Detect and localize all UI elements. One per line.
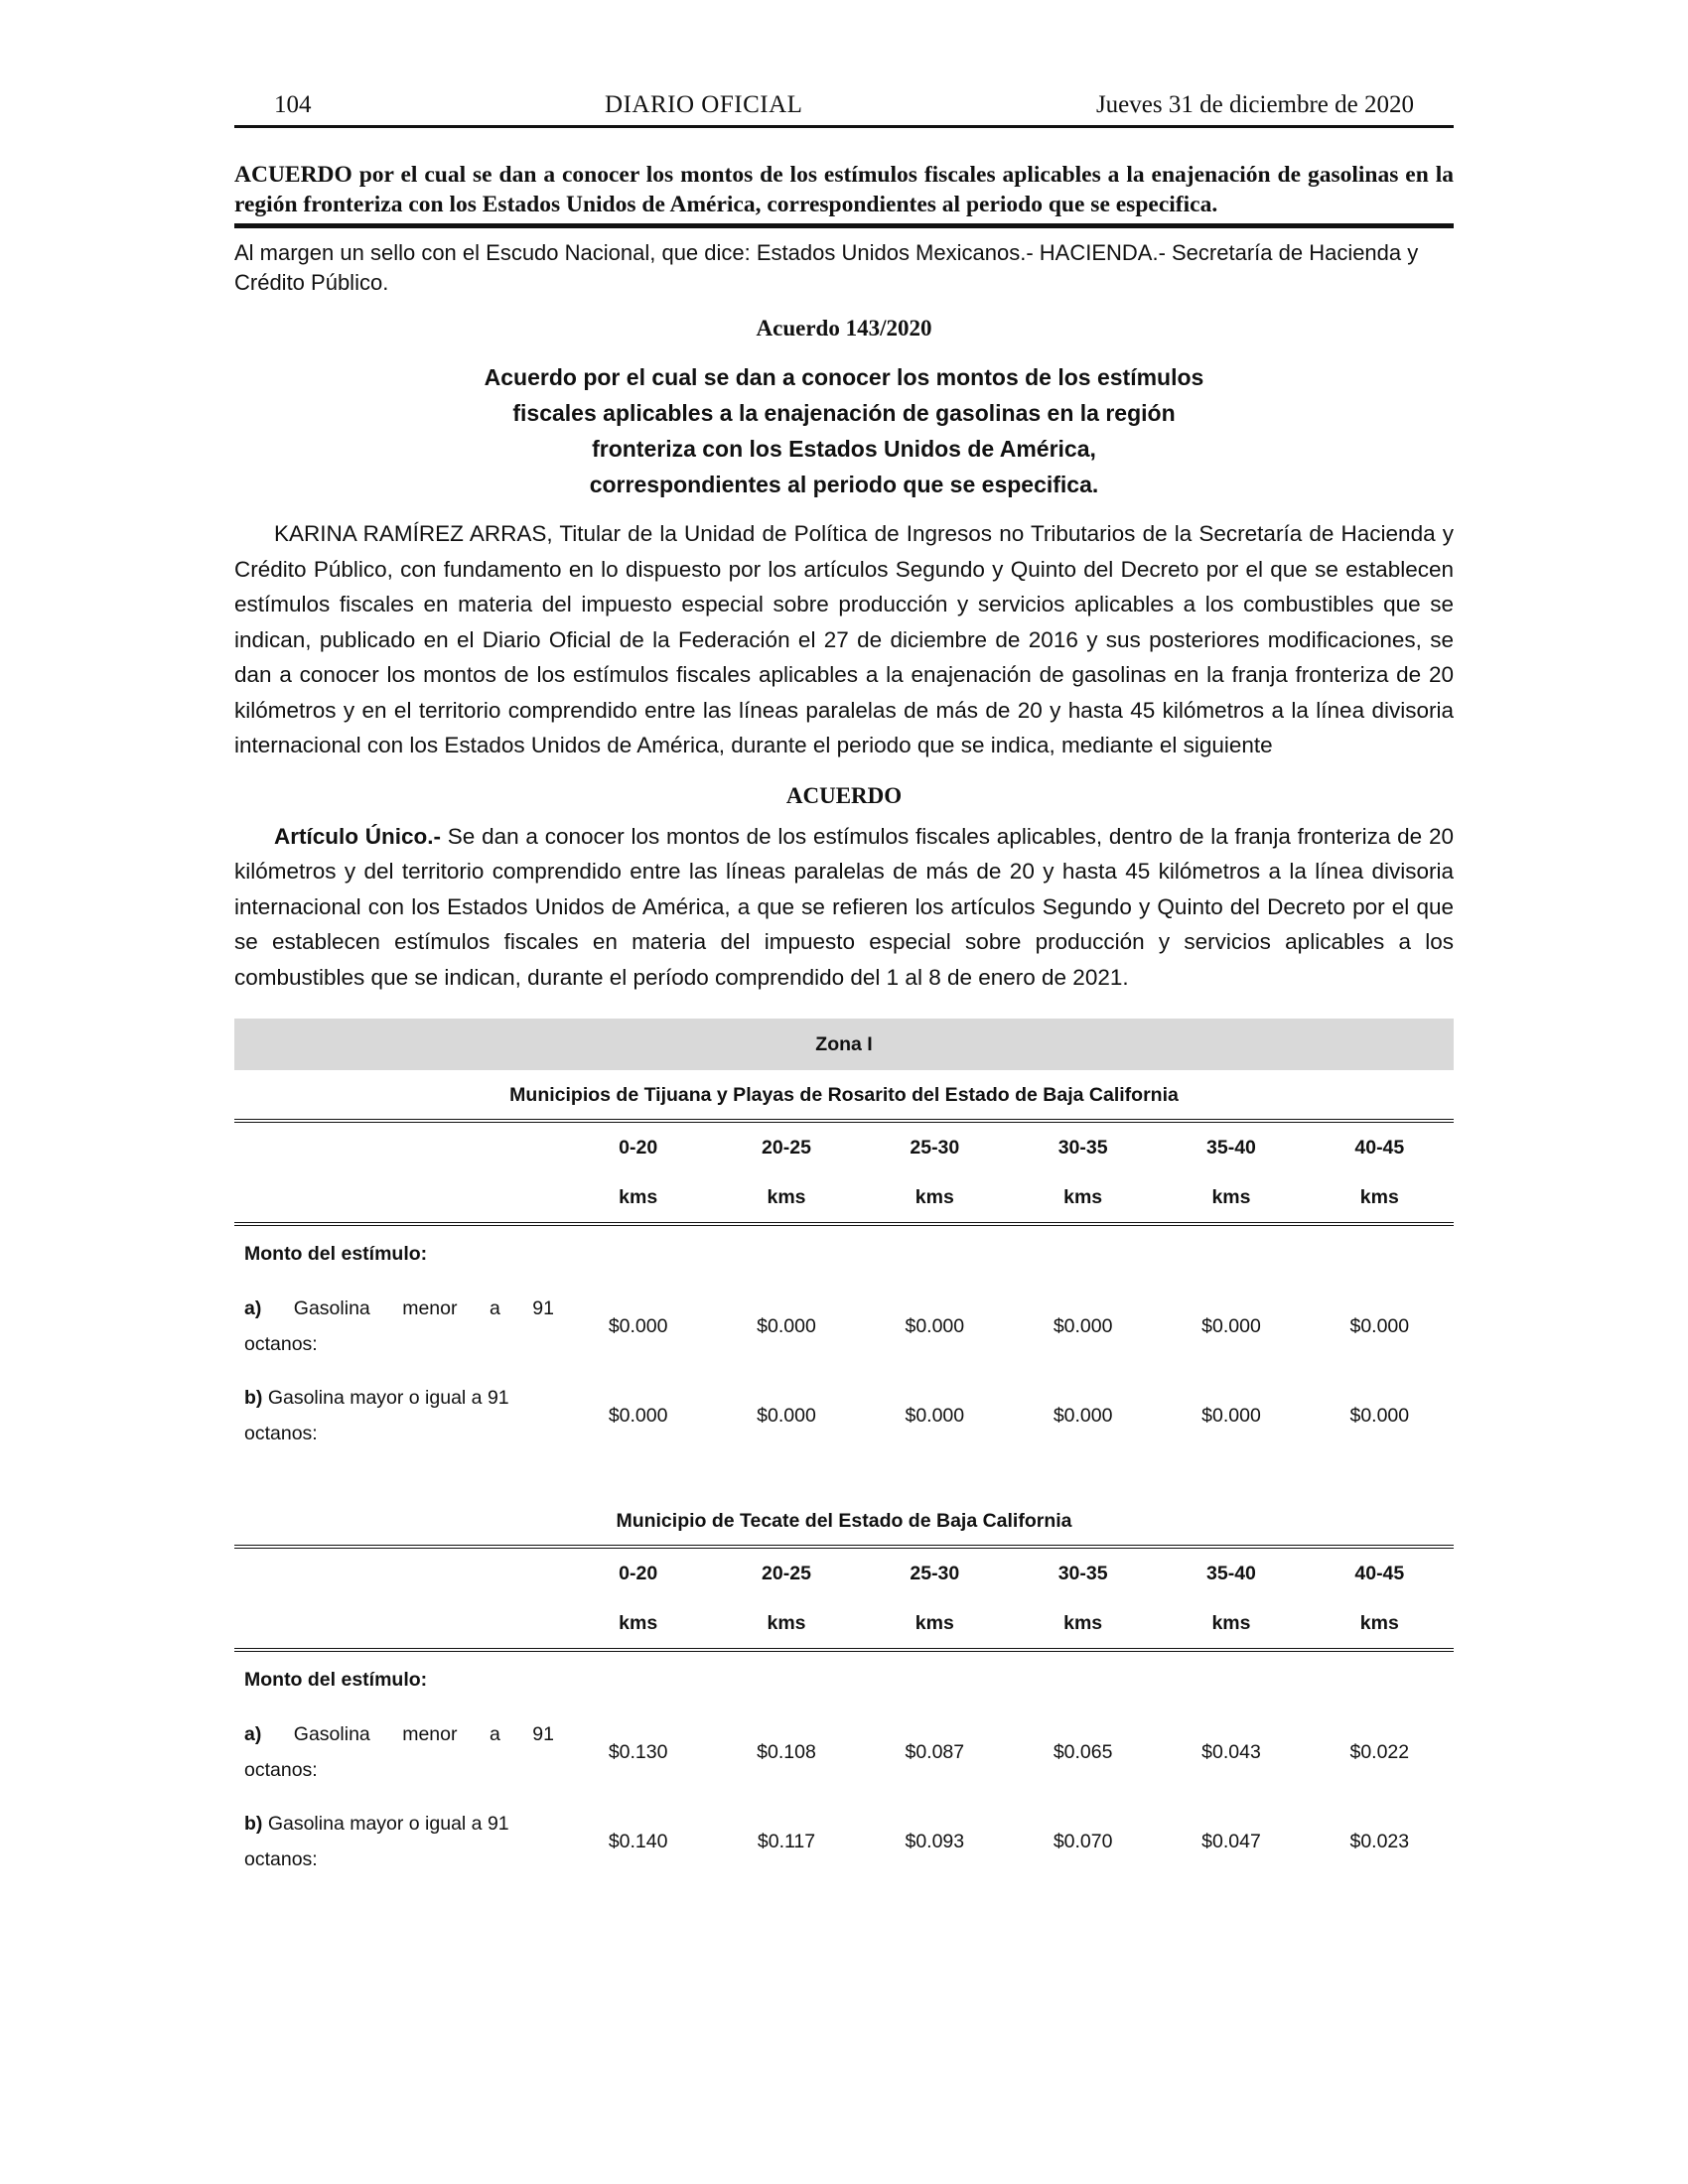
column-range: 30-35 [1057, 1136, 1108, 1159]
column-range: 40-45 [1354, 1562, 1405, 1584]
column-unit: kms [1359, 1611, 1399, 1634]
value-cell: $0.000 [1053, 1314, 1113, 1337]
document-page [234, 91, 1454, 1886]
subtitle-line: fronteriza con los Estados Unidos de América, [592, 436, 1096, 462]
subtitle-line: Acuerdo por el cual se dan a conocer los montos de los estímulos [484, 364, 1204, 390]
row-word: menor [402, 1723, 458, 1745]
publication-date: Jueves 31 de diciembre de 2020 [1095, 91, 1414, 118]
row-label-line2: octanos: [244, 1333, 318, 1355]
column-range: 0-20 [619, 1562, 658, 1584]
column-range: 30-35 [1057, 1562, 1108, 1584]
value-cell: $0.000 [1201, 1314, 1261, 1337]
column-range: 0-20 [619, 1136, 658, 1159]
value-cell: $0.043 [1201, 1740, 1261, 1763]
acuerdo-subtitle [417, 359, 1271, 502]
margin-note: Al margen un sello con el Escudo Nacional, que dice: Estados Unidos Mexicanos.- HACIENDA.- Secretaría de Hacienda y Crédito Público. [234, 240, 1419, 295]
document-title: ACUERDO por el cual se dan a conocer los montos de los estímulos fiscales aplicables a la enajenación de gasolinas en la región fronteriza con los Estados Unidos de América, correspondientes al periodo que se especifica. [234, 160, 1454, 228]
value-cell: $0.000 [1053, 1404, 1113, 1427]
column-unit: kms [767, 1185, 806, 1208]
value-cell: $0.047 [1201, 1830, 1261, 1852]
column-unit: kms [914, 1611, 954, 1634]
table-row [234, 1282, 1454, 1371]
column-unit: kms [767, 1611, 806, 1634]
row-label-line1: Gasolina mayor o igual a 91 [262, 1813, 509, 1835]
row-letter: b) [244, 1387, 263, 1409]
value-cell: $0.065 [1053, 1740, 1113, 1763]
column-range: 35-40 [1206, 1562, 1256, 1584]
value-cell: $0.093 [905, 1830, 965, 1852]
column-range: 35-40 [1206, 1136, 1256, 1159]
empty-header-cell [234, 1547, 564, 1598]
intro-paragraph: KARINA RAMÍREZ ARRAS, Titular de la Unidad de Política de Ingresos no Tributarios de la Secretaría de Hacienda y Crédito Público, con fundamento en lo dispuesto por los artículos Segundo y Quinto del Decreto por el que se establecen estímulos fiscales en materia del impuesto especial sobre producción y servicios aplicables a los combustibles que se indican, publicado en el Diario Oficial de la Federación el 27 de diciembre de 2016 y sus posteriores modificaciones, se dan a conocer los montos de los estímulos fiscales aplicables a la enajenación de gasolinas en la franja fronteriza de 20 kilómetros y en el territorio comprendido entre las líneas paralelas de más de 20 y hasta 45 kilómetros a la línea divisoria internacional con los Estados Unidos de América, durante el periodo que se indica, mediante el siguiente [234, 521, 1454, 757]
column-unit: kms [914, 1185, 954, 1208]
subtitle-line: correspondientes al periodo que se especifica. [589, 472, 1099, 497]
row-word: a [489, 1297, 500, 1319]
articulo-paragraph [234, 819, 1454, 996]
column-range: 25-30 [910, 1136, 960, 1159]
acuerdo-heading: ACUERDO [785, 782, 903, 808]
page-number: 104 [274, 91, 312, 118]
row-word: Gasolina [293, 1723, 370, 1745]
column-unit: kms [1211, 1611, 1251, 1634]
row-label-line2: octanos: [244, 1759, 318, 1781]
acuerdo-number: Acuerdo 143/2020 [756, 316, 932, 341]
column-range: 25-30 [910, 1562, 960, 1584]
stimulus-table [234, 1119, 1454, 1460]
row-letter: a) [244, 1297, 262, 1319]
monto-label: Monto del estímulo: [244, 1669, 428, 1691]
column-unit: kms [1063, 1185, 1103, 1208]
row-letter: b) [244, 1813, 263, 1835]
value-cell: $0.000 [608, 1314, 668, 1337]
articulo-text: Se dan a conocer los montos de los estímulos fiscales aplicables, dentro de la franja fronteriza de 20 kilómetros y del territorio comprendido entre las líneas paralelas de más de 20 y hasta 45 kilómetros a la línea divisoria internacional con los Estados Unidos de América, a que se refieren los artículos Segundo y Quinto del Decreto por el que se establecen estímulos fiscales en materia del impuesto especial sobre producción y servicios aplicables a los combustibles que se indican, durante el período comprendido del 1 al 8 de enero de 2021. [234, 823, 1454, 990]
zone-band: Zona I [234, 1019, 1454, 1070]
row-word: menor [402, 1297, 458, 1319]
column-range: 20-25 [762, 1136, 811, 1159]
row-word: a [489, 1723, 500, 1745]
column-range: 40-45 [1354, 1136, 1405, 1159]
value-cell: $0.000 [905, 1314, 965, 1337]
row-word: 91 [532, 1297, 554, 1319]
value-cell: $0.023 [1349, 1830, 1410, 1852]
row-label-a [234, 1282, 564, 1371]
value-cell: $0.000 [1349, 1404, 1410, 1427]
row-letter: a) [244, 1723, 262, 1745]
row-word: 91 [532, 1723, 554, 1745]
value-cell: $0.087 [905, 1740, 965, 1763]
table-row [234, 1797, 1454, 1886]
value-cell: $0.000 [757, 1404, 816, 1427]
empty-header-cell [234, 1121, 564, 1172]
empty-header-cell [234, 1172, 564, 1224]
value-cell: $0.000 [905, 1404, 965, 1427]
row-label-b [234, 1371, 564, 1460]
value-cell: $0.108 [757, 1740, 816, 1763]
table-row [234, 1371, 1454, 1460]
publication-name: DIARIO OFICIAL [605, 91, 803, 118]
value-cell: $0.000 [1201, 1404, 1261, 1427]
column-unit: kms [619, 1185, 658, 1208]
row-label-a [234, 1707, 564, 1797]
stimulus-table [234, 1545, 1454, 1886]
value-cell: $0.070 [1053, 1830, 1113, 1852]
value-cell: $0.117 [757, 1830, 816, 1852]
municipality-title: Municipios de Tijuana y Playas de Rosarito del Estado de Baja California [509, 1084, 1179, 1106]
row-label-line2: octanos: [244, 1423, 318, 1444]
monto-label: Monto del estímulo: [244, 1243, 428, 1265]
row-label-line2: octanos: [244, 1848, 318, 1870]
value-cell: $0.000 [757, 1314, 816, 1337]
column-unit: kms [1211, 1185, 1251, 1208]
articulo-lead: Artículo Único.- [274, 823, 442, 849]
row-label-b [234, 1797, 564, 1886]
table-row [234, 1707, 1454, 1797]
row-word: Gasolina [293, 1297, 370, 1319]
value-cell: $0.140 [608, 1830, 668, 1852]
row-label-line1: Gasolina mayor o igual a 91 [262, 1387, 509, 1409]
value-cell: $0.000 [608, 1404, 668, 1427]
subtitle-line: fiscales aplicables a la enajenación de gasolinas en la región [512, 400, 1176, 426]
municipality-title: Municipio de Tecate del Estado de Baja California [616, 1510, 1072, 1532]
value-cell: $0.130 [608, 1740, 668, 1763]
value-cell: $0.022 [1349, 1740, 1410, 1763]
empty-header-cell [234, 1598, 564, 1650]
column-unit: kms [1063, 1611, 1103, 1634]
column-unit: kms [619, 1611, 658, 1634]
page-header [234, 91, 1454, 128]
value-cell: $0.000 [1349, 1314, 1410, 1337]
column-unit: kms [1359, 1185, 1399, 1208]
column-range: 20-25 [762, 1562, 811, 1584]
